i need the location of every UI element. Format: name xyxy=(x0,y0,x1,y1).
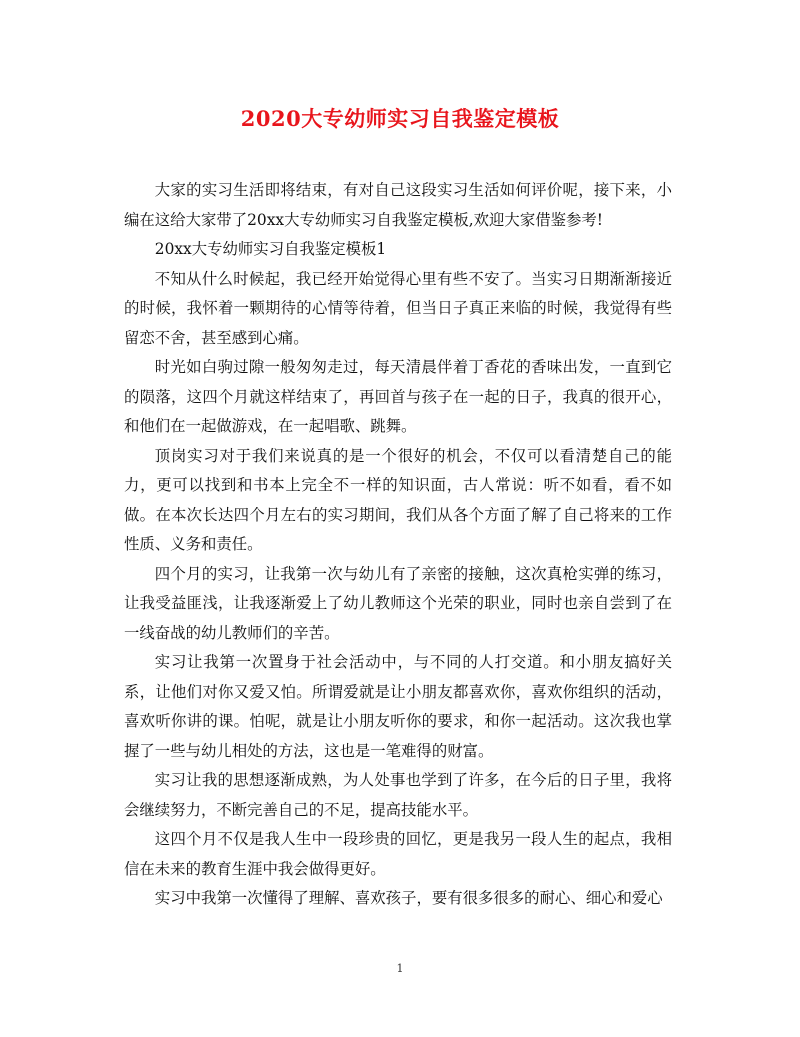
paragraph: 顶岗实习对于我们来说真的是一个很好的机会，不仅可以看清楚自己的能力，更可以找到和书本上完全不一样的知识面，古人常说：听不如看，看不如做。在本次长达四个月左右的实习期间，我们从各个方面了解了自己将来的工作性质、义务和责任。 xyxy=(124,446,672,553)
paragraph: 四个月的实习，让我第一次与幼儿有了亲密的接触，这次真枪实弹的练习，让我受益匪浅，让我逐渐爱上了幼儿教师这个光荣的职业，同时也亲自尝到了在一线奋战的幼儿教师们的辛苦。 xyxy=(124,564,672,642)
document-title: 2020大专幼师实习自我鉴定模板 xyxy=(240,106,560,131)
paragraph: 不知从什么时候起，我已经开始觉得心里有些不安了。当实习日期渐渐接近的时候，我怀着一颗期待的心情等待着，但当日子真正来临的时候，我觉得有些留恋不舍，甚至感到心痛。 xyxy=(124,269,672,347)
paragraph: 这四个月不仅是我人生中一段珍贵的回忆，更是我另一段人生的起点，我相信在未来的教育生涯中我会做得更好。 xyxy=(124,830,672,878)
paragraph-intro: 大家的实习生活即将结束，有对自己这段实习生活如何评价呢，接下来，小编在这给大家带了20xx大专幼师实习自我鉴定模板,欢迎大家借鉴参考! xyxy=(124,181,672,229)
paragraph: 实习让我第一次置身于社会活动中，与不同的人打交道。和小朋友搞好关系，让他们对你又爱又怕。所谓爱就是让小朋友都喜欢你，喜欢你组织的活动，喜欢听你讲的课。怕呢，就是让小朋友听你的要求，和你一起活动。这次我也掌握了一些与幼儿相处的方法，这也是一笔难得的财富。 xyxy=(124,653,672,760)
page-number: 1 xyxy=(396,962,404,975)
paragraph: 时光如白驹过隙一般匆匆走过，每天清晨伴着丁香花的香味出发，一直到它的陨落，这四个月就这样结束了，再回首与孩子在一起的日子，我真的很开心，和他们在一起做游戏，在一起唱歌、跳舞。 xyxy=(124,358,672,435)
paragraph: 实习中我第一次懂得了理解、喜欢孩子，要有很多很多的耐心、细心和爱心 xyxy=(154,889,663,907)
document-body xyxy=(124,176,672,914)
section-heading: 20xx大专幼师实习自我鉴定模板1 xyxy=(154,240,387,258)
paragraph: 实习让我的思想逐渐成熟，为人处事也学到了许多，在今后的日子里，我将会继续努力，不断完善自己的不足，提高技能水平。 xyxy=(124,771,672,819)
